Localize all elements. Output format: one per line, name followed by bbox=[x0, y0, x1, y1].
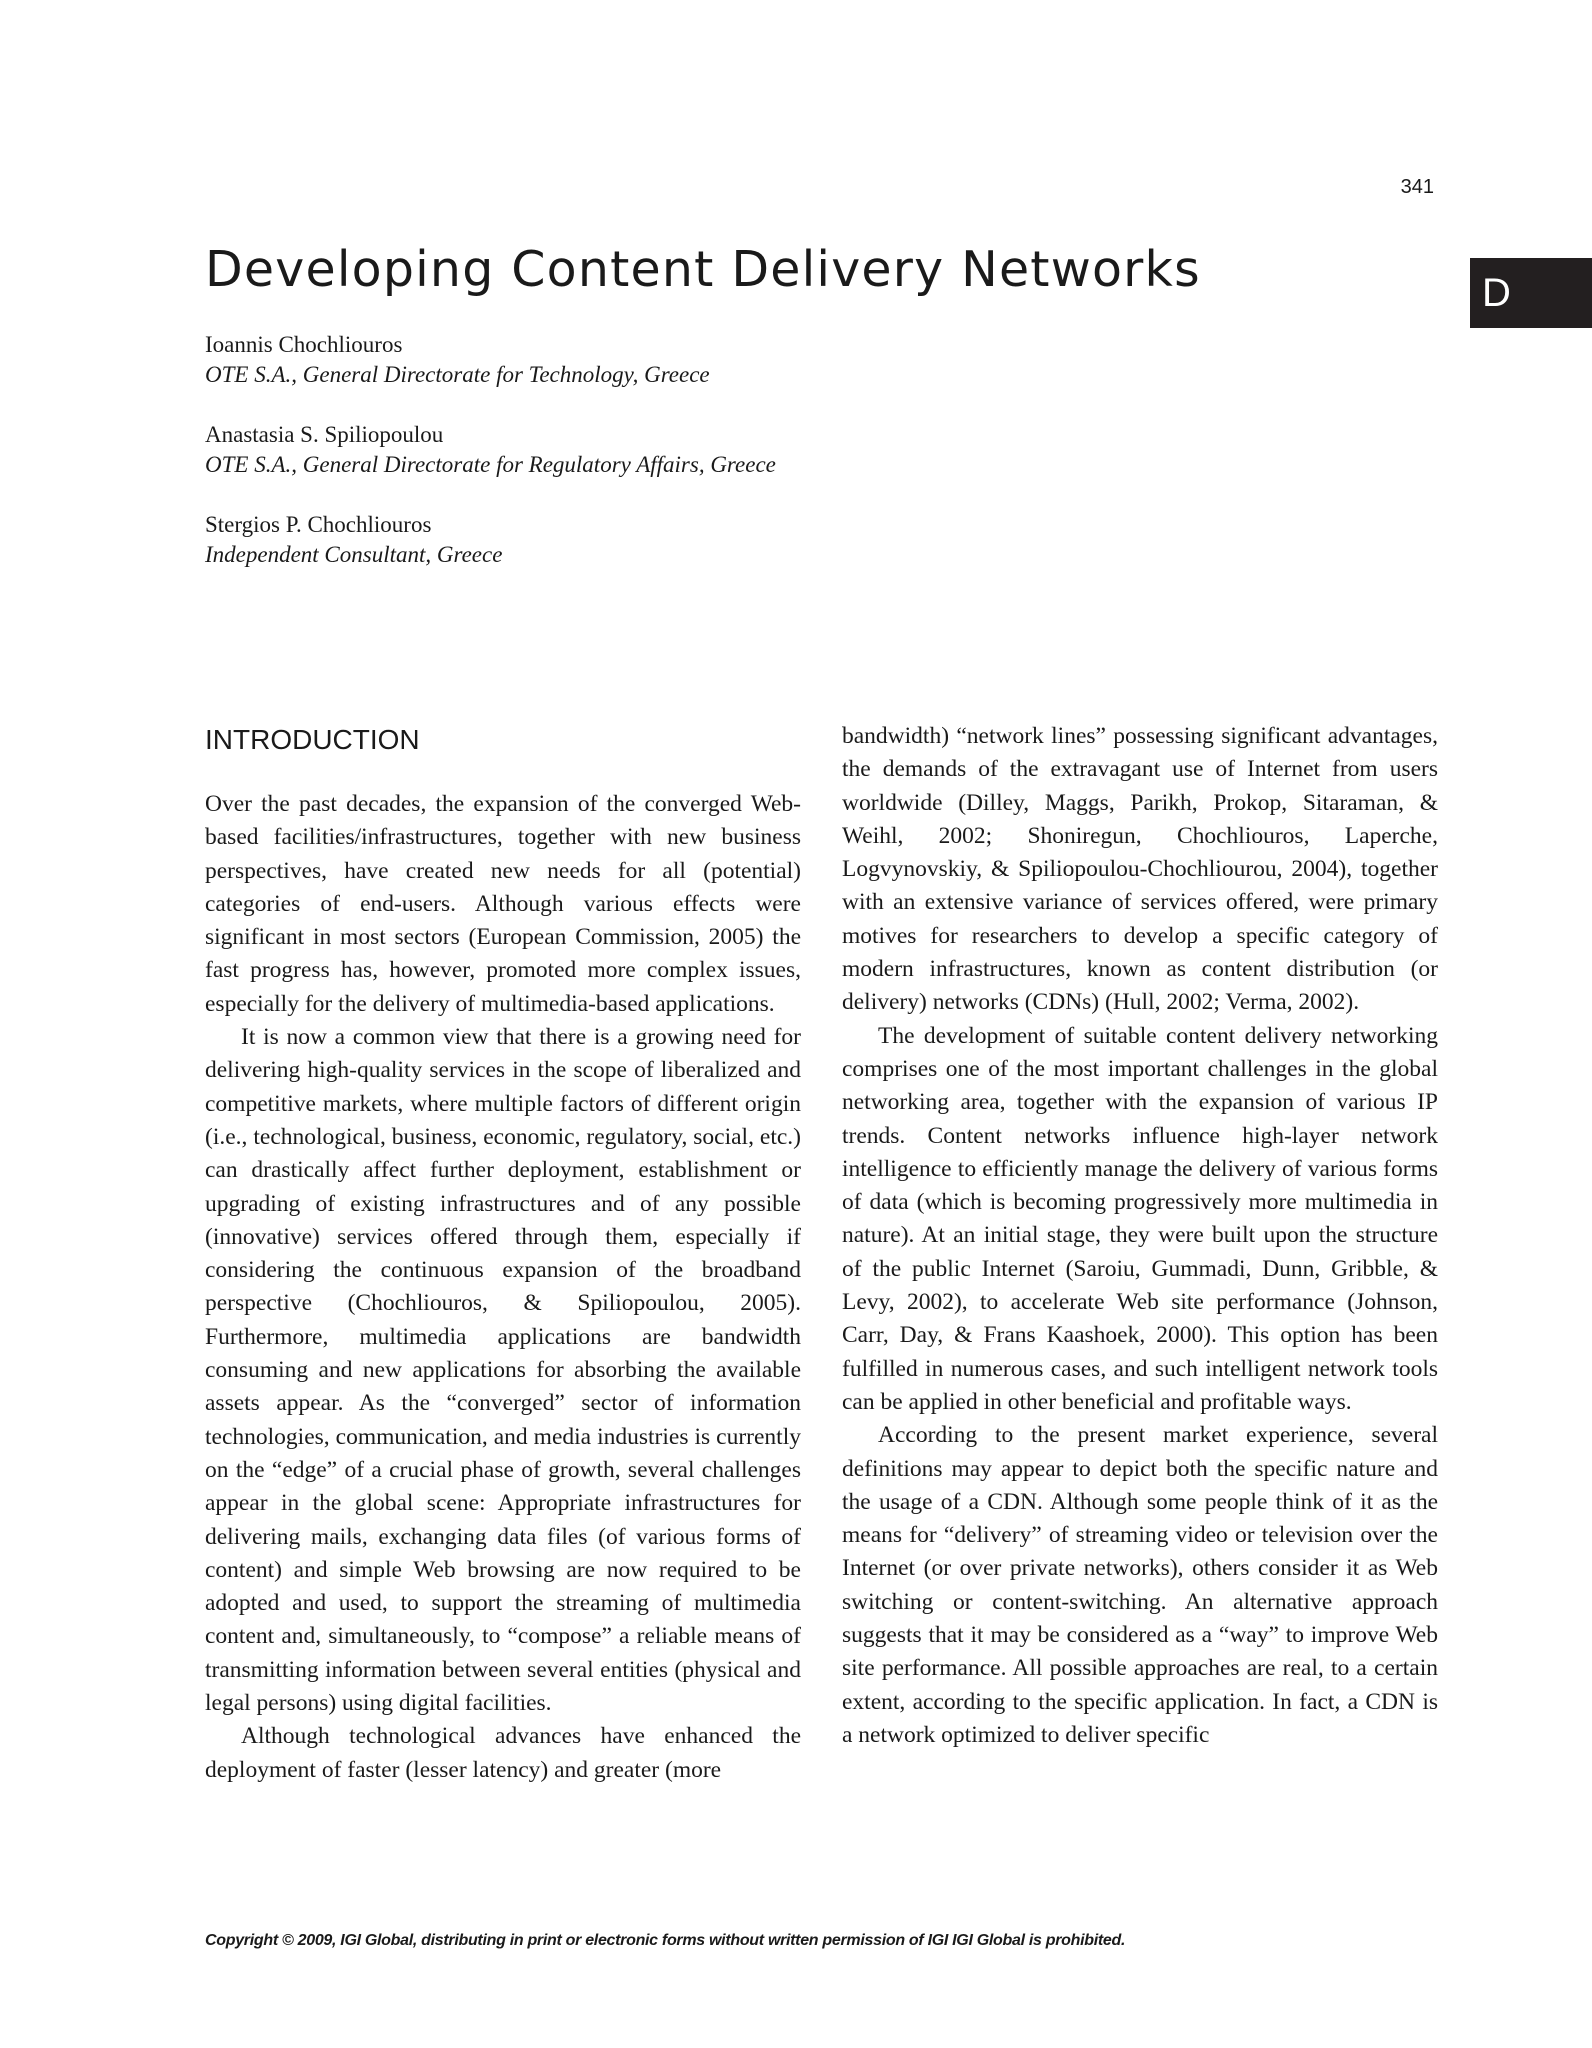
body-paragraph: The development of suitable content delivery networking comprises one of the most important challenges in the global networking area, together with the expansion of various IP trends. Content networks influence high-layer network intelligence to efficiently manage the delivery of various forms of data (which is becoming progressively more multimedia in nature). At an initial stage, they were built upon the structure of the public Internet (Saroiu, Gummadi, Dunn, Gribble, & Levy, 2002), to accelerate Web site performance (Johnson, Carr, Day, & Frans Kaashoek, 2000). This option has been fulfilled in numerous cases, and such intelligent network tools can be applied in other beneficial and profitable ways. bbox=[842, 1022, 1438, 1415]
author-name: Ioannis Chochliouros bbox=[205, 332, 403, 357]
page-number: 341 bbox=[1400, 176, 1434, 198]
body-paragraph: According to the present market experience, several definitions may appear to depict both the specific nature and the usage of a CDN. Although some people think of it as the means for “delivery” of streaming video or television over the Internet (or over private networks), others consider it as Web switching or content-switching. An alternative approach suggests that it may be considered as a “way” to improve Web site performance. All possible approaches are real, to a certain extent, according to the specific application. In fact, a CDN is a network optimized to deliver specific bbox=[842, 1422, 1438, 1748]
article-title: Developing Content Delivery Networks bbox=[205, 241, 1201, 298]
author-affiliation: OTE S.A., General Directorate for Regulatory Affairs, Greece bbox=[205, 452, 776, 477]
author-affiliation: Independent Consultant, Greece bbox=[205, 542, 503, 567]
right-column bbox=[842, 720, 1438, 1752]
author-name: Anastasia S. Spiliopoulou bbox=[205, 422, 444, 447]
author-block bbox=[205, 510, 502, 570]
body-paragraph: Over the past decades, the expansion of the converged Web-based facilities/infrastructures, together with new business perspectives, have created new needs for all (potential) categories of end-users. Although various effects were significant in most sectors (European Commission, 2005) the fast progress has, however, promoted more complex issues, especially for the delivery of multimedia-based applications. bbox=[205, 791, 801, 1017]
author-block bbox=[205, 420, 776, 480]
copyright-notice: Copyright © 2009, IGI Global, distributing in print or electronic forms without written permission of IGI IGI Global is prohibited. bbox=[205, 1932, 1126, 1949]
body-paragraph: It is now a common view that there is a growing need for delivering high-quality services in the scope of liberalized and competitive markets, where multiple factors of different origin (i.e., technological, business, economic, regulatory, social, etc.) can drastically affect further deployment, establishment or upgrading of existing infrastructures and of any possible (innovative) services offered through them, especially if considering the continuous expansion of the broadband perspective (Chochliouros, & Spiliopoulou, 2005). Furthermore, multimedia applications are bandwidth consuming and new applications for absorbing the available assets appear. As the “converged” sector of information technologies, communication, and media industries is currently on the “edge” of a crucial phase of growth, several challenges appear in the global scene: Appropriate infrastructures for delivering mails, exchanging data files (of various forms of content) and simple Web browsing are now required to be adopted and used, to support the streaming of multimedia content and, simultaneously, to “compose” a reliable means of transmitting information between several entities (physical and legal persons) using digital facilities. bbox=[205, 1024, 801, 1717]
author-block bbox=[205, 330, 710, 390]
author-affiliation: OTE S.A., General Directorate for Technology, Greece bbox=[205, 362, 710, 387]
section-letter-tab: D bbox=[1470, 258, 1592, 328]
body-paragraph: bandwidth) “network lines” possessing significant advantages, the demands of the extravagant use of Internet from users worldwide (Dilley, Maggs, Parikh, Prokop, Sitaraman, & Weihl, 2002; Shoniregun, Chochliouros, Laperche, Logvynovskiy, & Spiliopoulou-Chochliourou, 2004), together with an extensive variance of services offered, were primary motives for researchers to develop a specific category of modern infrastructures, known as content distribution (or delivery) networks (CDNs) (Hull, 2002; Verma, 2002). bbox=[842, 723, 1438, 1016]
section-heading: INTRODUCTION bbox=[205, 724, 420, 755]
author-name: Stergios P. Chochliouros bbox=[205, 512, 432, 537]
left-column bbox=[205, 720, 801, 1787]
body-paragraph: Although technological advances have enhanced the deployment of faster (lesser latency) and greater (more bbox=[205, 1723, 801, 1783]
